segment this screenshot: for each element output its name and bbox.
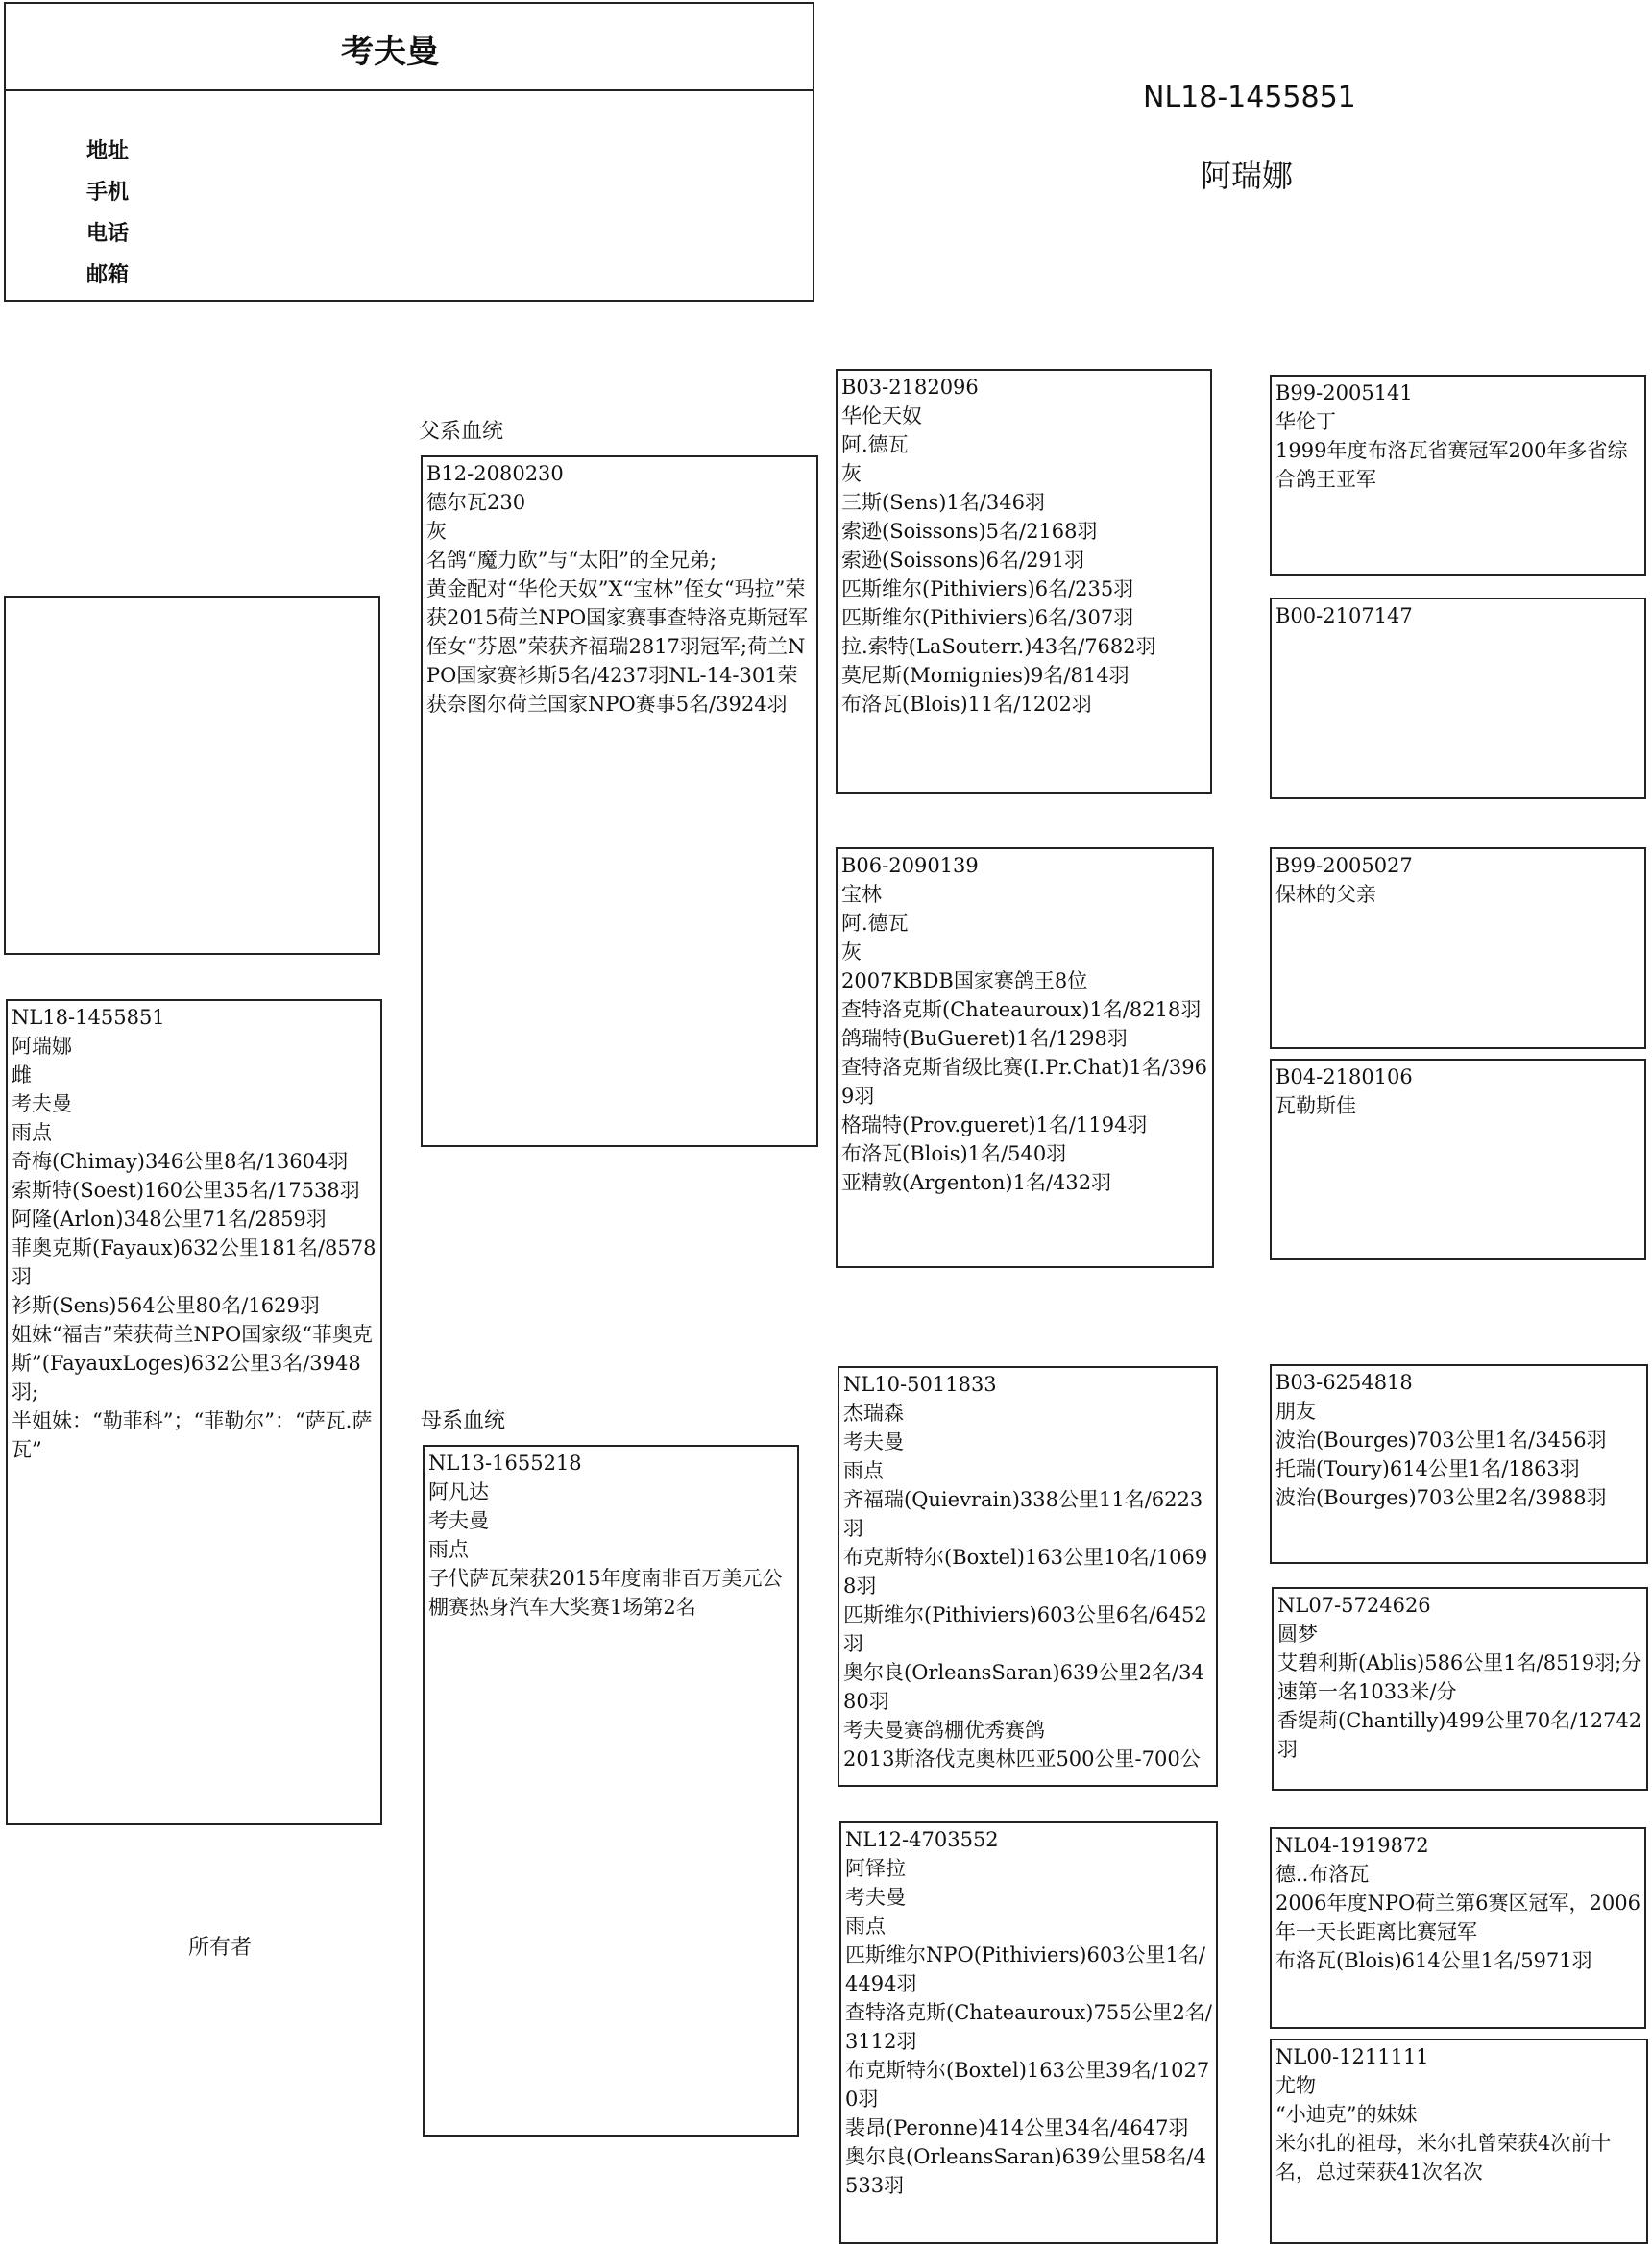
ssd-card (1270, 598, 1646, 799)
result-line: 格瑞特(Prov.gueret)1名/1194羽 (841, 1113, 1148, 1136)
header-box (4, 2, 814, 302)
mobile-label: 手机 (86, 180, 130, 205)
result-line: 菲奥克斯(Fayaux)632公里181名/8578羽 (12, 1236, 377, 1288)
result-line: 衫斯(Sens)564公里80名/1629羽 (12, 1294, 320, 1317)
breeder: 考夫曼 (428, 1509, 489, 1532)
result-line: 匹斯维尔NPO(Pithiviers)603公里1名/4494羽 (845, 1943, 1205, 1995)
color: 雨点 (843, 1459, 884, 1482)
dsd-card (1272, 1587, 1648, 1791)
result-line: 布洛瓦(Blois)11名/1202羽 (841, 693, 1092, 716)
result-line: 查特洛克斯(Chateauroux)755公里2名/3112羽 (845, 2001, 1212, 2053)
bird-name: 德尔瓦230 (426, 491, 526, 514)
note-line: 名鸽“魔力欧”与“太阳”的全兄弟; (426, 549, 717, 572)
phone-label: 电话 (86, 221, 130, 246)
result-line: 索逊(Soissons)6名/291羽 (841, 549, 1085, 572)
note-line: 米尔扎的祖母，米尔扎曾荣获4次前十名，总过荣获41次名次 (1275, 2132, 1612, 2184)
ring-number: NL07-5724626 (1277, 1594, 1431, 1617)
result-line: 匹斯维尔(Pithiviers)6名/235羽 (841, 577, 1134, 600)
dds-card (1270, 1827, 1646, 2029)
result-line: 波治(Bourges)703公里1名/3456羽 (1275, 1429, 1607, 1452)
ring-number: NL13-1655218 (428, 1452, 582, 1475)
note-line: 半姐妹：“勒菲科”；“菲勒尔”：“萨瓦.萨瓦” (12, 1409, 373, 1461)
result-line: 奥尔良(OrleansSaran)639公里58名/4533羽 (845, 2145, 1206, 2197)
bird-name: 杰瑞森 (843, 1402, 904, 1425)
header-divider (4, 89, 814, 91)
email-label: 邮箱 (86, 262, 130, 287)
color: 灰 (426, 520, 447, 543)
ring-number: B99-2005141 (1275, 381, 1413, 404)
bird-name: 宝林 (841, 883, 882, 906)
result-line: 2007KBDB国家赛鸽王8位 (841, 969, 1088, 992)
result-line: 阿隆(Arlon)348公里71名/2859羽 (12, 1208, 327, 1231)
bird-name: 圆梦 (1277, 1623, 1318, 1646)
result-line: 波治(Bourges)703公里2名/3988羽 (1275, 1486, 1607, 1509)
result-line: 鸽瑞特(BuGueret)1名/1298羽 (841, 1027, 1128, 1050)
result-line: 布洛瓦(Blois)1名/540羽 (841, 1142, 1067, 1165)
sdd-card (1270, 1059, 1646, 1260)
note-line: 姐妹“福吉”荣获荷兰NPO国家级“菲奥克斯”(FayauxLoges)632公里3名/3948羽; (12, 1323, 373, 1404)
result-line: 拉.索特(LaSouterr.)43名/7682羽 (841, 635, 1156, 658)
bird-name: 保林的父亲 (1275, 883, 1376, 906)
ring-number: B03-2182096 (841, 376, 979, 399)
sire-line-label: 父系血统 (419, 420, 504, 444)
sss-card (1270, 375, 1646, 576)
dss-card (1270, 1364, 1648, 1564)
ring-number: B99-2005027 (1275, 854, 1413, 877)
result-line: 2013斯洛伐克奥林匹亚500公里-700公 (843, 1747, 1201, 1771)
color: 雨点 (428, 1538, 469, 1561)
subject-name: 阿瑞娜 (1201, 158, 1294, 194)
ring-number: B06-2090139 (841, 854, 979, 877)
breeder: 阿.德瓦 (841, 433, 909, 456)
ring-number: B00-2107147 (1275, 604, 1413, 627)
breeder-title: 考夫曼 (341, 33, 439, 71)
ring-number: B12-2080230 (426, 462, 564, 485)
result-line: 齐福瑞(Quievrain)338公里11名/6223羽 (843, 1488, 1203, 1540)
ddd-card (1270, 2039, 1648, 2244)
result-line: 亚精敦(Argenton)1名/432羽 (841, 1171, 1112, 1194)
dam-sire-card (838, 1366, 1218, 1787)
result-line: 匹斯维尔(Pithiviers)603公里6名/6452羽 (843, 1603, 1207, 1655)
address-label: 地址 (86, 138, 130, 163)
ring-number: NL12-4703552 (845, 1828, 999, 1851)
result-line: 奇梅(Chimay)346公里8名/13604羽 (12, 1150, 349, 1173)
result-line: 艾碧利斯(Ablis)586公里1名/8519羽;分速第一名1033米/分 (1277, 1651, 1642, 1703)
bird-name: 阿凡达 (428, 1480, 489, 1503)
dam-dam-card (839, 1821, 1218, 2244)
breeder: 考夫曼 (845, 1886, 906, 1909)
bird-name: 阿瑞娜 (12, 1035, 72, 1058)
ring-number: B03-6254818 (1275, 1371, 1413, 1394)
result-line: 布克斯特尔(Boxtel)163公里10名/10698羽 (843, 1546, 1208, 1598)
result-line: 托瑞(Toury)614公里1名/1863羽 (1275, 1457, 1580, 1480)
bird-name: 尤物 (1275, 2074, 1316, 2097)
note-line: 黄金配对“华伦天奴”X“宝林”侄女“玛拉”荣获2015荷兰NPO国家赛事查特洛克斯冠军 (426, 577, 809, 629)
dam-card (423, 1445, 799, 2137)
breeder: 考夫曼 (12, 1092, 72, 1115)
bird-name: 华伦天奴 (841, 404, 922, 427)
result-line: 香缇莉(Chantilly)499公里70名/12742羽 (1277, 1709, 1642, 1761)
result-line: 考夫曼赛鸽棚优秀赛鸽 (843, 1719, 1045, 1742)
ring-number: NL18-1455851 (12, 1006, 165, 1029)
bird-name: 德..布洛瓦 (1275, 1863, 1370, 1886)
bird-name: 阿铎拉 (845, 1857, 906, 1880)
sire-sire-card (836, 369, 1212, 794)
dam-line-label: 母系血统 (421, 1409, 506, 1433)
ring-number: NL00-1211111 (1275, 2045, 1429, 2068)
subject-pedigree-card (6, 999, 382, 1825)
ring-number: B04-2180106 (1275, 1065, 1413, 1088)
result-line: 裴昂(Peronne)414公里34名/4647羽 (845, 2116, 1189, 2139)
result-line: 索逊(Soissons)5名/2168羽 (841, 520, 1098, 543)
bird-name: 瓦勒斯佳 (1275, 1094, 1356, 1117)
color: 灰 (841, 940, 862, 964)
result-line: 查特洛克斯省级比赛(I.Pr.Chat)1名/3969羽 (841, 1056, 1207, 1108)
ring-number: NL04-1919872 (1275, 1834, 1429, 1857)
bird-name: 华伦丁 (1275, 410, 1336, 433)
breeder: 阿.德瓦 (841, 912, 909, 935)
result-line: 布洛瓦(Blois)614公里1名/5971羽 (1275, 1949, 1592, 1972)
breeder: 考夫曼 (843, 1430, 904, 1453)
result-line: 三斯(Sens)1名/346羽 (841, 491, 1046, 514)
note-line: 1999年度布洛瓦省赛冠军200年多省综合鸽王亚军 (1275, 439, 1628, 491)
ring-number: NL10-5011833 (843, 1373, 997, 1396)
note-line: “小迪克”的妹妹 (1275, 2103, 1418, 2126)
sex: 雌 (12, 1063, 32, 1087)
result-line: 布克斯特尔(Boxtel)163公里39名/10270羽 (845, 2059, 1210, 2111)
note-line: 2006年度NPO荷兰第6赛区冠军，2006年一天长距离比赛冠军 (1275, 1892, 1640, 1943)
color: 灰 (841, 462, 862, 485)
sire-card (421, 455, 818, 1147)
sire-dam-card (836, 847, 1214, 1268)
bird-name: 朋友 (1275, 1400, 1316, 1423)
subject-ring-number: NL18-1455851 (1143, 81, 1356, 114)
result-line: 莫尼斯(Momignies)9名/814羽 (841, 664, 1130, 687)
result-line: 匹斯维尔(Pithiviers)6名/307羽 (841, 606, 1134, 629)
result-line: 查特洛克斯(Chateauroux)1名/8218羽 (841, 998, 1202, 1021)
sds-card (1270, 847, 1646, 1049)
photo-box (4, 596, 380, 955)
color: 雨点 (845, 1915, 886, 1938)
contact-labels (86, 131, 129, 296)
note-line: 子代萨瓦荣获2015年度南非百万美元公棚赛热身汽车大奖赛1场第2名 (428, 1567, 783, 1619)
owner-label: 所有者 (188, 1936, 253, 1960)
color: 雨点 (12, 1121, 52, 1144)
note-line: 侄女“芬恩”荣获齐福瑞2817羽冠军;荷兰NPO国家赛衫斯5名/4237羽NL-14-301荣获奈图尔荷兰国家NPO赛事5名/3924羽 (426, 635, 806, 716)
result-line: 奥尔良(OrleansSaran)639公里2名/3480羽 (843, 1661, 1204, 1713)
result-line: 索斯特(Soest)160公里35名/17538羽 (12, 1179, 360, 1202)
